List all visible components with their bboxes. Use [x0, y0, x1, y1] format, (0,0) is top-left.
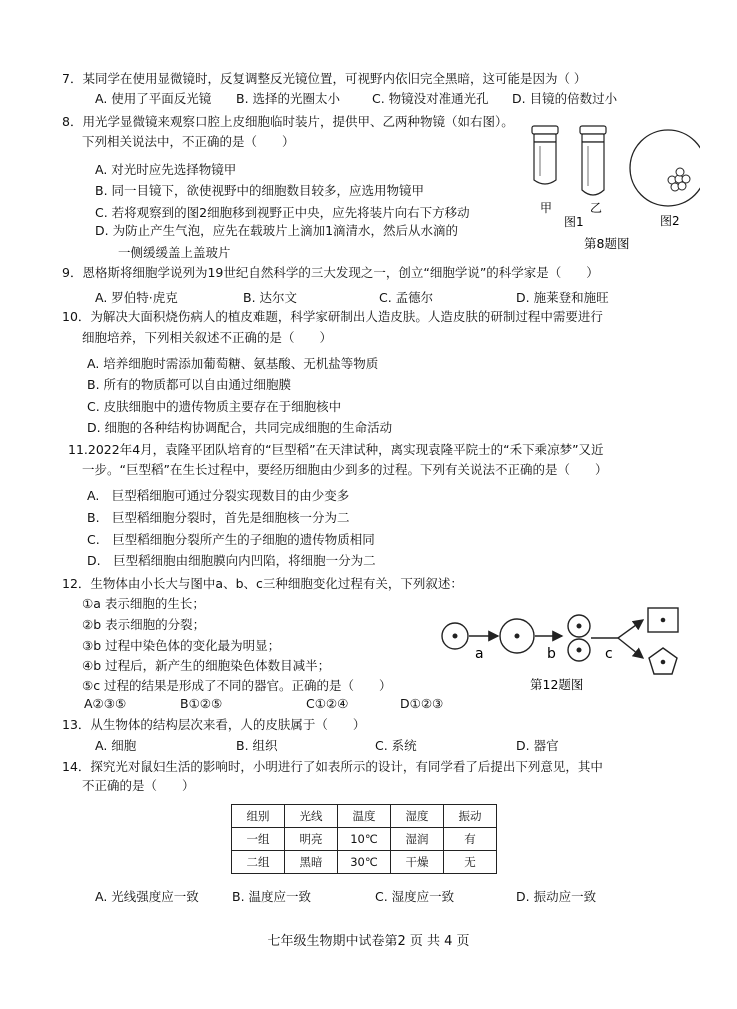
table-cell: 有: [444, 828, 497, 851]
q10-option-d: D. 细胞的各种结构协调配合，共同完成细胞的生命活动: [87, 420, 393, 435]
q12-option-d: D①②③: [400, 696, 444, 711]
table-header-row: [232, 805, 497, 828]
q9-option-b: B. 达尔文: [243, 290, 298, 305]
table-cell: 一组: [232, 828, 285, 851]
q8-option-d: D. 为防止产生气泡，应先在载玻片上滴加1滴清水，然后从水滴的: [95, 223, 459, 238]
cell-square: [648, 608, 678, 632]
cell-small: [442, 623, 468, 649]
q8-option-b: B. 同一目镜下，欲使视野中的细胞数目较多，应选用物镜甲: [95, 183, 425, 198]
q13-option-a: A. 细胞: [95, 738, 137, 753]
fig-label-2: 图2: [660, 214, 680, 228]
q11-option-a: A. 巨型稻细胞可通过分裂实现数目的由少变多: [87, 488, 350, 503]
q9-option-a: A. 罗伯特·虎克: [95, 290, 178, 305]
label-c: c: [605, 646, 613, 662]
q14-option-c: C. 湿度应一致: [375, 889, 455, 904]
table-cell: 无: [444, 851, 497, 874]
q8-stem-line2: 下列相关说法中，不正确的是（ ）: [82, 134, 295, 149]
q10-stem-line1: 10．为解决大面积烧伤病人的植皮难题，科学家研制出人造皮肤。人造皮肤的研制过程中需要进行: [62, 309, 603, 324]
table-cell: 明亮: [285, 828, 338, 851]
q12-stem: 12．生物体由小长大与图中a、b、c三种细胞变化过程有关，下列叙述：: [62, 576, 463, 591]
table-header: 光线: [285, 805, 338, 828]
q11-option-d: D. 巨型稻细胞由细胞膜向内凹陷，将细胞一分为二: [87, 553, 376, 568]
q11-stem-line1: 11.2022年4月，袁隆平团队培育的“巨型稻”在天津试种，离实现袁隆平院士的“禾下乘凉梦”又近: [68, 442, 604, 457]
q14-stem-line1: 14．探究光对鼠妇生活的影响时，小明进行了如表所示的设计，有同学看了后提出下列意见，其中: [62, 759, 603, 774]
q9-stem: 9．恩格斯将细胞学说列为19世纪自然科学的三大发现之一，创立“细胞学说”的科学家是（ ）: [62, 265, 599, 280]
objective-jia: [532, 126, 558, 184]
q9-option-d: D. 施莱登和施旺: [516, 290, 609, 305]
q14-option-b: B. 温度应一致: [232, 889, 312, 904]
q7-option-d: D. 目镜的倍数过小: [512, 91, 618, 106]
table-cell: 湿润: [391, 828, 444, 851]
table-header: 湿度: [391, 805, 444, 828]
q11-option-c: C. 巨型稻细胞分裂所产生的子细胞的遗传物质相同: [87, 532, 375, 547]
q12-figure-caption: 第12题图: [530, 677, 584, 692]
q12-item-2: ②b 表示细胞的分裂；: [82, 617, 206, 632]
table-cell: 10℃: [338, 828, 391, 851]
q12-option-c: C①②④: [306, 696, 349, 711]
q11-option-b: B. 巨型稻细胞分裂时，首先是细胞核一分为二: [87, 510, 350, 525]
q10-stem-line2: 细胞培养，下列相关叙述不正确的是（ ）: [82, 330, 333, 345]
table-cell: 干燥: [391, 851, 444, 874]
q12-item-3: ③b 过程中染色体的变化最为明显；: [82, 638, 281, 653]
q7-option-c: C. 物镜没对准通光孔: [372, 91, 489, 106]
q13-option-c: C. 系统: [375, 738, 417, 753]
cell-pentagon: [649, 648, 677, 674]
table-cell: 黑暗: [285, 851, 338, 874]
q8-figure-caption: 第8题图: [584, 236, 630, 251]
q13-stem: 13．从生物体的结构层次来看，人的皮肤属于（ ）: [62, 717, 366, 732]
table-cell: 30℃: [338, 851, 391, 874]
arrow-c-up: [618, 620, 643, 638]
q10-option-c: C. 皮肤细胞中的遗传物质主要存在于细胞核中: [87, 399, 342, 414]
fig-label-yi: 乙: [590, 201, 603, 215]
q12-item-4: ④b 过程后，新产生的细胞染色体数目减半；: [82, 658, 331, 673]
q12-item-1: ①a 表示细胞的生长；: [82, 596, 205, 611]
cell-grown: [500, 619, 534, 653]
objective-yi: [580, 126, 606, 195]
table-header: 温度: [338, 805, 391, 828]
table-row: [232, 828, 497, 851]
q11-stem-line2: 一步。“巨型稻”在生长过程中，要经历细胞由少到多的过程。下列有关说法不正确的是（ ）: [82, 462, 608, 477]
q7-option-b: B. 选择的光圈太小: [236, 91, 341, 106]
q14-option-d: D. 振动应一致: [516, 889, 597, 904]
label-b: b: [547, 646, 556, 662]
q8-option-a: A. 对光时应先选择物镜甲: [95, 162, 237, 177]
q12-option-a: A②③⑤: [84, 696, 127, 711]
q13-option-d: D. 器官: [516, 738, 559, 753]
cells-divided: [568, 615, 590, 661]
q10-option-a: A. 培养细胞时需添加葡萄糖、氨基酸、无机盐等物质: [87, 356, 379, 371]
label-a: a: [475, 646, 484, 662]
table-header: 振动: [444, 805, 497, 828]
page-footer: 七年级生物期中试卷第2 页 共 4 页: [267, 934, 470, 949]
q8-option-c: C. 若将观察到的图2细胞移到视野正中央，应先将装片向右下方移动: [95, 205, 470, 220]
fig-label-1: 图1: [564, 215, 584, 229]
q14-option-a: A. 光线强度应一致: [95, 889, 199, 904]
table-header: 组别: [232, 805, 285, 828]
q7-stem: 7．某同学在使用显微镜时，反复调整反光镜位置，可视野内依旧完全黑暗，这可能是因为（ ）: [62, 71, 587, 86]
q10-option-b: B. 所有的物质都可以自由通过细胞膜: [87, 377, 292, 392]
q13-option-b: B. 组织: [236, 738, 278, 753]
q8-stem-line1: 8．用光学显微镜来观察口腔上皮细胞临时装片，提供甲、乙两种物镜（如右图）。: [62, 114, 514, 129]
q14-table: [231, 804, 497, 874]
q8-option-d-cont: 一侧缓缓盖上盖玻片: [118, 245, 231, 260]
q14-stem-line2: 不正确的是（ ）: [82, 778, 195, 793]
arrow-c-down: [618, 638, 643, 658]
fig-label-jia: 甲: [540, 201, 553, 215]
q8-figure: [520, 124, 700, 254]
q12-option-b: B①②⑤: [180, 696, 223, 711]
q12-item-5: ⑤c 过程的结果是形成了不同的器官。正确的是（ ）: [82, 678, 392, 693]
q9-option-c: C. 孟德尔: [379, 290, 434, 305]
q12-figure: [438, 604, 690, 694]
table-cell: 二组: [232, 851, 285, 874]
field-of-view: [630, 130, 700, 206]
q7-option-a: A. 使用了平面反光镜: [95, 91, 212, 106]
table-row: [232, 851, 497, 874]
